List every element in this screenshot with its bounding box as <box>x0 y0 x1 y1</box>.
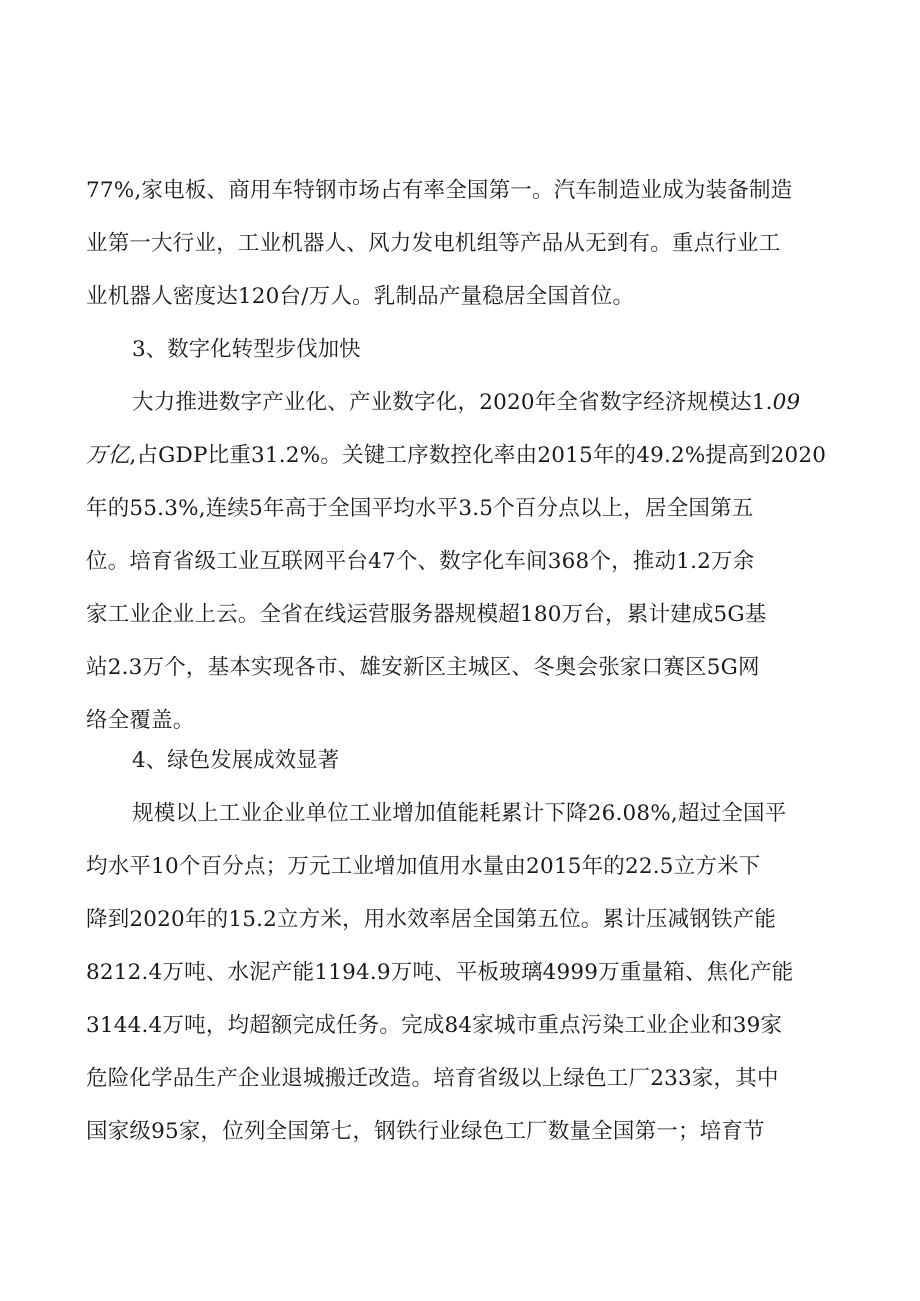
paragraph-line: 家工业企业上云。全省在线运营服务器规模超180万台，累计建成5G基 <box>86 602 767 627</box>
paragraph-line <box>86 429 846 482</box>
paragraph-line: 危险化学品生产企业退城搬迁改造。培育省级以上绿色工厂233家，其中 <box>86 1066 779 1091</box>
paragraph-line: 位。培育省级工业互联网平台47个、数字化车间368个，推动1.2万余 <box>86 549 755 574</box>
paragraph-line: 站2.3万个，基本实现各市、雄安新区主城区、冬奥会张家口赛区5G网 <box>86 655 760 680</box>
section-3 <box>86 323 846 747</box>
paragraph-line: 业第一大行业，工业机器人、风力发电机组等产品从无到有。重点行业工 <box>86 231 781 256</box>
section-heading: 4、绿色发展成效显著 <box>132 748 340 773</box>
paragraph-line: 规模以上工业企业单位工业增加值能耗累计下降26.08%,超过全国平 <box>132 801 787 826</box>
text-run: 大力推进数字产业化、产业数字化，2020年全省数字经济规模达1. <box>132 390 773 415</box>
paragraph-line: 年的55.3%,连续5年高于全国平均水平3.5个百分点以上，居全国第五 <box>86 496 754 521</box>
text-run: ,占GDP比重31.2%。关键工序数控化率由2015年的49.2%提高到2020 <box>129 443 827 468</box>
italic-text-run: 万亿 <box>86 443 130 468</box>
paragraph-line: 77%,家电板、商用车特钢市场占有率全国第一。汽车制造业成为装备制造 <box>86 178 793 203</box>
paragraph-line <box>86 376 846 429</box>
paragraph-line: 3144.4万吨，均超额完成任务。完成84家城市重点污染工业企业和39家 <box>86 1013 783 1038</box>
section-4 <box>86 734 846 1158</box>
paragraph-line: 降到2020年的15.2立方米，用水效率居全国第五位。累计压减钢铁产能 <box>86 907 777 932</box>
paragraph-line: 国家级95家，位列全国第七，钢铁行业绿色工厂数量全国第一；培育节 <box>86 1119 765 1144</box>
paragraph-line: 8212.4万吨、水泥产能1194.9万吨、平板玻璃4999万重量箱、焦化产能 <box>86 960 794 985</box>
paragraph-line: 均水平10个百分点；万元工业增加值用水量由2015年的22.5立方米下 <box>86 854 761 879</box>
paragraph-intro <box>86 164 846 323</box>
paragraph-line: 业机器人密度达120台/万人。乳制品产量稳居全国首位。 <box>86 284 635 309</box>
section-heading: 3、数字化转型步伐加快 <box>132 337 361 362</box>
paragraph-line: 络全覆盖。 <box>86 708 195 733</box>
italic-text-run: 09 <box>772 390 801 415</box>
